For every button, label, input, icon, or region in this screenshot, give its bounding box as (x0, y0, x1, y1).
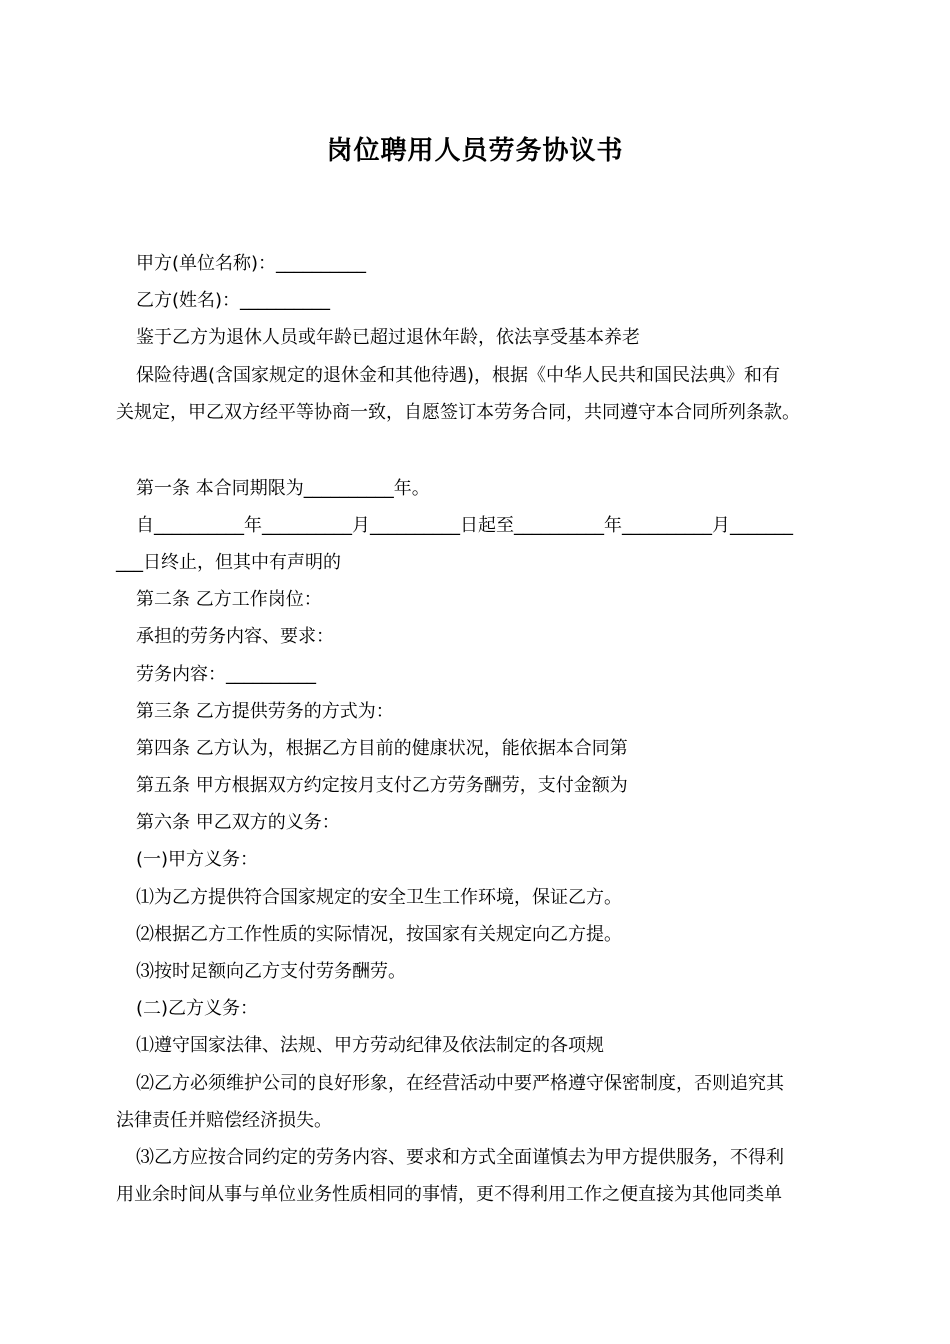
article-6-line: 第六条 甲乙双方的义务： (136, 812, 340, 833)
party-b-duty-3-continued: 用业余时间从事与单位业务性质相同的事情，更不得利用工作之便直接为其他同类单 (116, 1184, 782, 1205)
party-b-duty-1: ⑴遵守国家法律、法规、甲方劳动纪律及依法制定的各项规 (136, 1035, 604, 1056)
party-a-duties-heading: (一)甲方义务： (136, 849, 259, 870)
preamble-line-2: 保险待遇(含国家规定的退休金和其他待遇)，根据《中华人民共和国民法典》和有 (136, 365, 781, 386)
article-2-line: 第二条 乙方工作岗位： (136, 589, 322, 610)
article-4-line: 第四条 乙方认为，根据乙方目前的健康状况，能依据本合同第 (136, 738, 628, 759)
party-b-duty-2: ⑵乙方必须维护公司的良好形象，在经营活动中要严格遵守保密制度，否则追究其 (136, 1073, 784, 1094)
article-5-line: 第五条 甲方根据双方约定按月支付乙方劳务酬劳，支付金额为 (136, 775, 628, 796)
party-a-line: 甲方(单位名称)：__________ (136, 253, 367, 274)
party-b-duty-2-continued: 法律责任并赔偿经济损失。 (116, 1110, 332, 1131)
party-b-line: 乙方(姓名)：__________ (136, 290, 331, 311)
article-1-period-line: 自__________年__________月__________日起至__________年__________月_______ (136, 515, 793, 536)
article-1-period-continued: ___日终止，但其中有声明的 (116, 552, 341, 573)
party-b-duties-heading: (二)乙方义务： (136, 998, 259, 1019)
party-a-duty-3: ⑶按时足额向乙方支付劳务酬劳。 (136, 961, 406, 982)
article-1-line: 第一条 本合同期限为__________年。 (136, 478, 430, 499)
party-b-duty-3: ⑶乙方应按合同约定的劳务内容、要求和方式全面谨慎去为甲方提供服务，不得利 (136, 1147, 784, 1168)
preamble-line-1: 鉴于乙方为退休人员或年龄已超过退休年龄，依法享受基本养老 (136, 327, 640, 348)
document-title: 岗位聘用人员劳务协议书 (326, 136, 624, 166)
party-a-duty-1: ⑴为乙方提供符合国家规定的安全卫生工作环境，保证乙方。 (136, 887, 622, 908)
labor-content-line: 劳务内容：__________ (136, 664, 316, 685)
party-a-duty-2: ⑵根据乙方工作性质的实际情况，按国家有关规定向乙方提。 (136, 924, 622, 945)
preamble-line-3: 关规定，甲乙双方经平等协商一致，自愿签订本劳务合同，共同遵守本合同所列条款。 (116, 402, 800, 423)
labor-requirements-line: 承担的劳务内容、要求： (136, 626, 334, 647)
article-3-line: 第三条 乙方提供劳务的方式为： (136, 701, 394, 722)
